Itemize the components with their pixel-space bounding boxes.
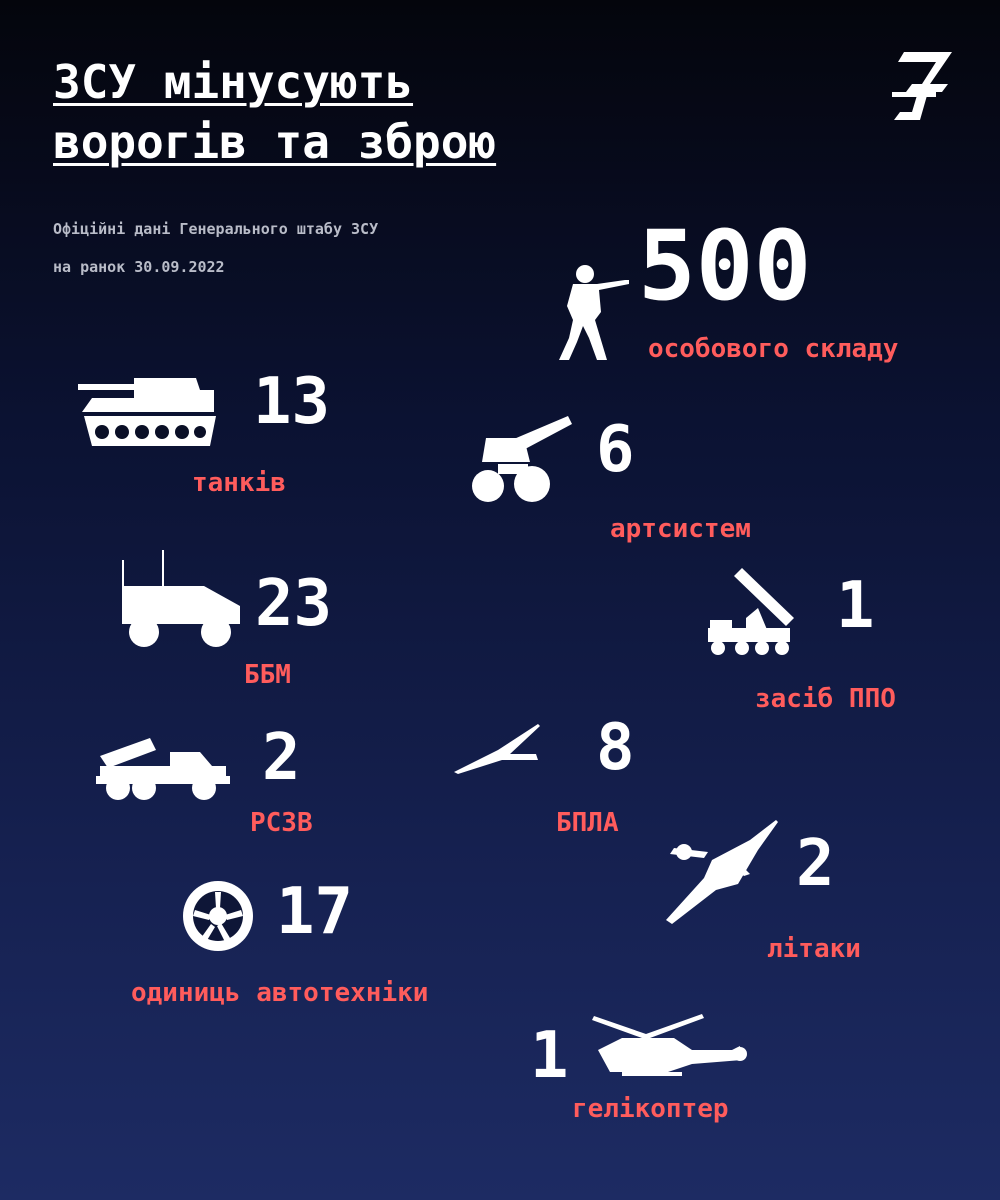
- artillery-count: 6: [596, 413, 635, 487]
- tanks-count: 13: [253, 365, 331, 439]
- date-note: на ранок 30.09.2022: [53, 258, 225, 276]
- helicopters-label: гелікоптер: [572, 1094, 729, 1124]
- title-line-2: ворогів та зброю: [53, 115, 497, 169]
- air-defense-label: засіб ППО: [755, 684, 896, 714]
- air-defense-icon: [706, 568, 798, 658]
- personnel-count: 500: [638, 210, 812, 322]
- apv-count: 23: [255, 567, 333, 641]
- mlrs-icon: [96, 732, 234, 802]
- apv-label: ББМ: [244, 660, 291, 690]
- artillery-icon: [472, 414, 574, 512]
- page-title: [53, 52, 496, 172]
- soldier-icon: [555, 262, 635, 366]
- helicopter-icon: [592, 1010, 748, 1084]
- vehicles-label: одиниць автотехніки: [131, 978, 429, 1008]
- airplane-icon: [664, 818, 780, 924]
- mlrs-count: 2: [262, 721, 301, 795]
- mlrs-label: РСЗВ: [250, 808, 313, 838]
- aircraft-count: 2: [796, 827, 835, 901]
- armored-vehicle-icon: [118, 550, 244, 650]
- tank-icon: [78, 372, 218, 448]
- uav-label: БПЛА: [556, 808, 619, 838]
- aircraft-label: літаки: [767, 934, 861, 964]
- personnel-label: особового складу: [648, 334, 899, 364]
- drone-icon: [452, 720, 542, 776]
- artillery-label: артсистем: [610, 514, 751, 544]
- tanks-label: танків: [192, 468, 286, 498]
- helicopters-count: 1: [530, 1019, 569, 1093]
- logo-icon: [890, 48, 954, 124]
- source-note: Офіційні дані Генерального штабу ЗСУ: [53, 220, 379, 238]
- uav-count: 8: [596, 711, 635, 785]
- wheel-icon: [182, 880, 254, 952]
- air-defense-count: 1: [836, 569, 875, 643]
- vehicles-count: 17: [276, 875, 354, 949]
- title-line-1: ЗСУ мінусують: [53, 55, 414, 109]
